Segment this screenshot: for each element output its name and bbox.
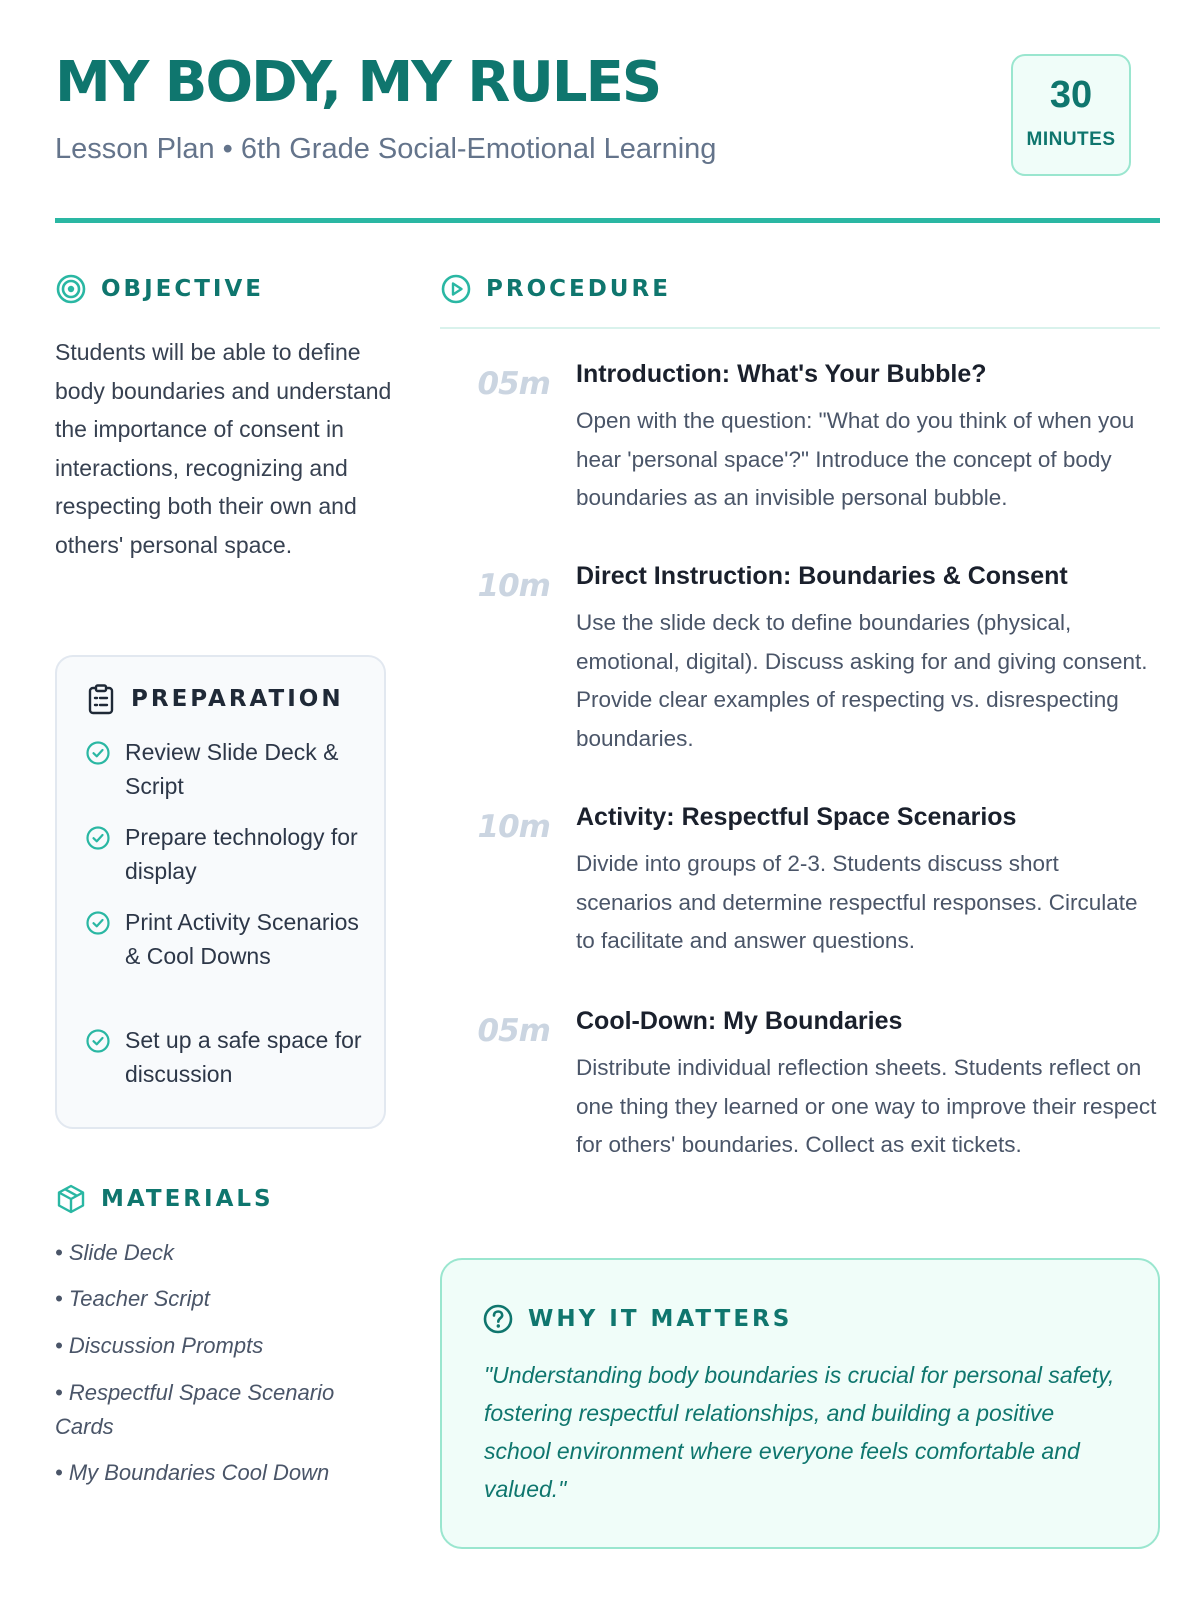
- step-time: 05m: [477, 366, 550, 402]
- check-circle-icon: [85, 740, 111, 766]
- why-it-matters-quote: "Understanding body boundaries is crucial for personal safety, fostering respectful relationships, and building a positive school environment where everyone feels comfortable and valued.": [484, 1362, 1115, 1502]
- play-circle-icon: [440, 273, 472, 305]
- procedure-divider: [440, 327, 1160, 329]
- page-subtitle: Lesson Plan • 6th Grade Social-Emotional Learning: [55, 133, 717, 165]
- step-title: Direct Instruction: Boundaries & Consent: [576, 562, 1068, 590]
- material-item: • Teacher Script: [55, 1286, 210, 1311]
- prep-item-label: Print Activity Scenarios & Cool Downs: [125, 909, 359, 969]
- prep-item: [85, 821, 365, 888]
- page-title: MY BODY, MY RULES: [55, 50, 661, 115]
- material-item: • My Boundaries Cool Down: [55, 1460, 330, 1485]
- box-icon: [55, 1183, 87, 1215]
- procedure-heading: [440, 273, 671, 305]
- materials-title: MATERIALS: [101, 1186, 274, 1212]
- preparation-card: [55, 655, 386, 1129]
- preparation-title: PREPARATION: [131, 686, 344, 712]
- objective-heading: [55, 273, 264, 305]
- step-description: Use the slide deck to define boundaries (physical, emotional, digital). Discuss asking for and giving consent. Provide clear examples of respecting vs. disrespecting boundaries.: [576, 610, 1148, 751]
- duration-value: 30: [1049, 74, 1093, 116]
- question-circle-icon: [482, 1303, 514, 1335]
- step-title: Introduction: What's Your Bubble?: [576, 360, 987, 388]
- why-it-matters-card: [440, 1258, 1160, 1549]
- step-time: 10m: [477, 809, 550, 845]
- step-description: Divide into groups of 2-3. Students discuss short scenarios and determine respectful responses. Circulate to facilitate and answer questions.: [576, 851, 1138, 953]
- step-time: 10m: [477, 568, 550, 604]
- duration-badge: [1011, 54, 1131, 176]
- prep-item: [85, 736, 365, 803]
- why-it-matters-title: WHY IT MATTERS: [528, 1306, 793, 1332]
- target-icon: [55, 273, 87, 305]
- step-title: Activity: Respectful Space Scenarios: [576, 803, 1017, 831]
- procedure-title: PROCEDURE: [486, 276, 671, 302]
- lesson-plan-page: [55, 0, 1160, 1600]
- step-description: Open with the question: "What do you think of when you hear 'personal space'?" Introduce the concept of body boundaries as an invisible personal bubble.: [576, 408, 1135, 510]
- material-item: • Discussion Prompts: [55, 1333, 264, 1358]
- preparation-heading: [85, 683, 344, 715]
- duration-unit: MINUTES: [1026, 129, 1116, 150]
- prep-item: [85, 1024, 365, 1091]
- step-title: Cool-Down: My Boundaries: [576, 1007, 903, 1035]
- objective-title: OBJECTIVE: [101, 276, 264, 302]
- step-time: 05m: [477, 1013, 550, 1049]
- material-item: • Slide Deck: [55, 1240, 174, 1265]
- clipboard-icon: [85, 683, 117, 715]
- why-it-matters-heading: [482, 1303, 792, 1335]
- prep-item: [85, 906, 365, 973]
- check-circle-icon: [85, 1028, 111, 1054]
- step-description: Distribute individual reflection sheets. Students reflect on one thing they learned or one way to improve their respect for others' boundaries. Collect as exit tickets.: [576, 1055, 1157, 1157]
- prep-item-label: Review Slide Deck & Script: [125, 739, 339, 799]
- header-divider: [55, 218, 1160, 223]
- check-circle-icon: [85, 825, 111, 851]
- objective-text: Students will be able to define body boundaries and understand the importance of consent in interactions, recognizing and respecting both their own and others' personal space.: [55, 339, 392, 558]
- materials-heading: [55, 1183, 274, 1215]
- prep-item-label: Prepare technology for display: [125, 824, 358, 884]
- material-item: • Respectful Space Scenario Cards: [55, 1380, 335, 1439]
- check-circle-icon: [85, 910, 111, 936]
- prep-item-label: Set up a safe space for discussion: [125, 1027, 362, 1087]
